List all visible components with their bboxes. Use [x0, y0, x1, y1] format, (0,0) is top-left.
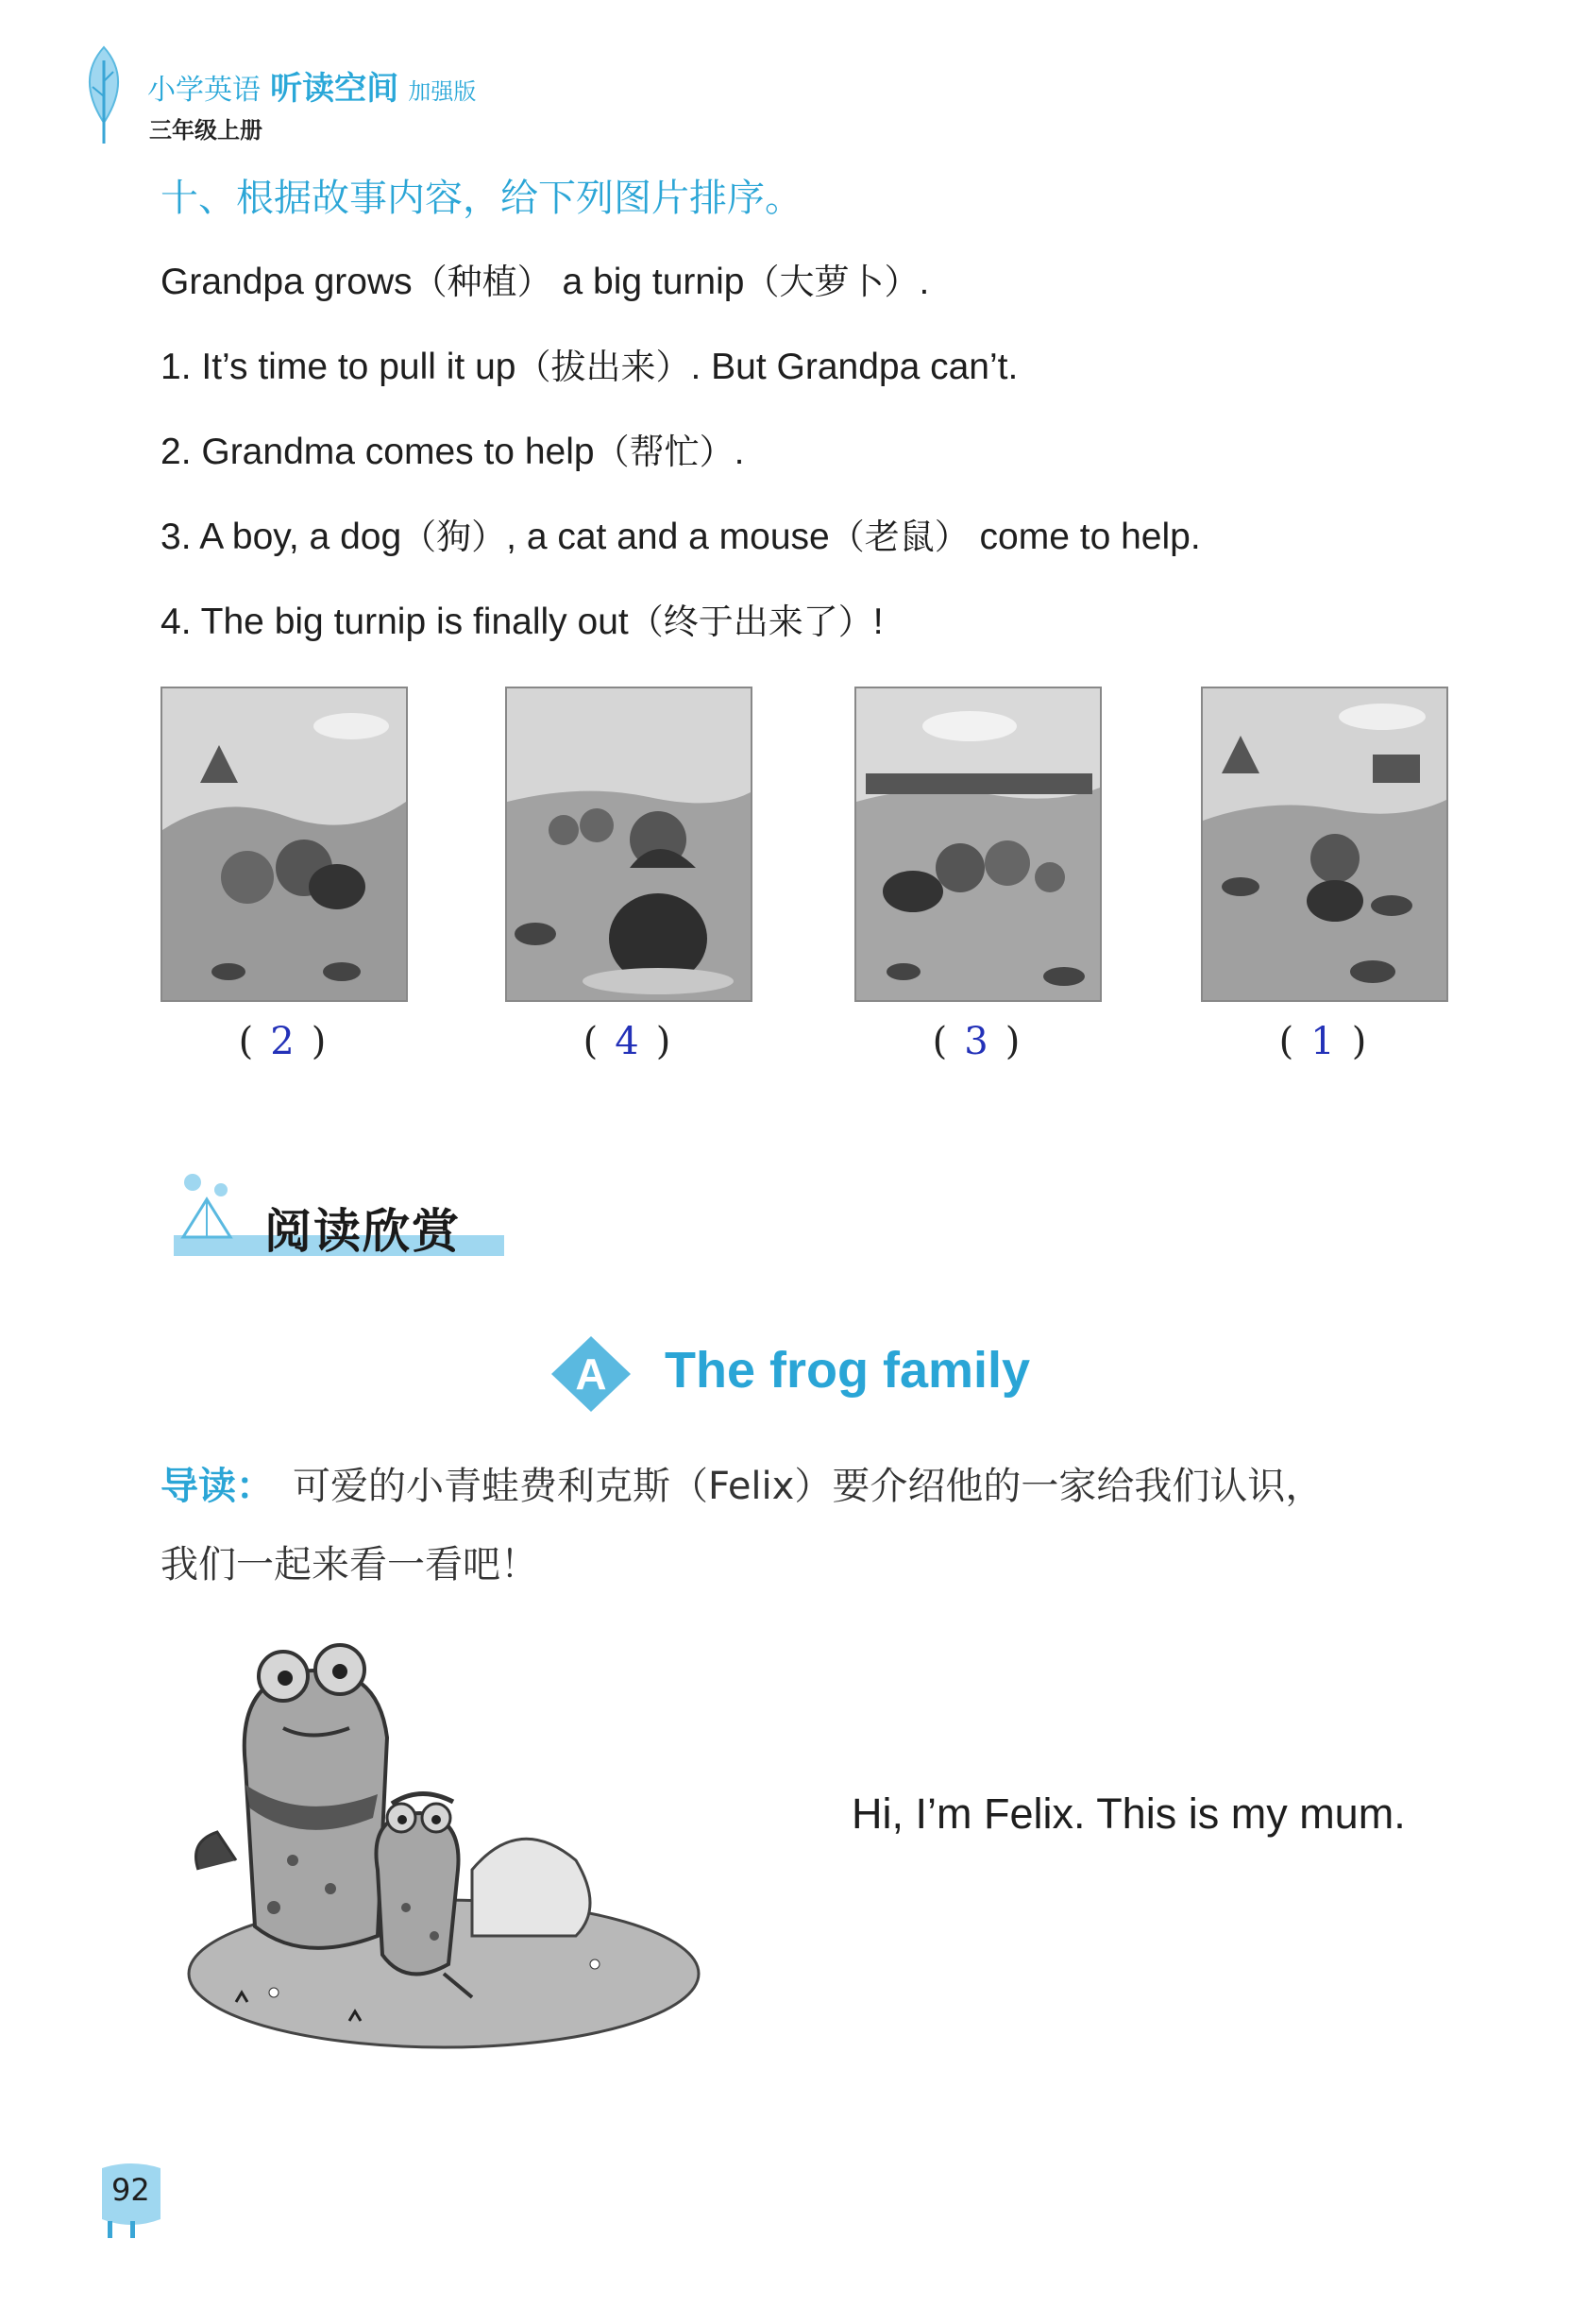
answer-value: 1 — [1310, 1020, 1335, 1063]
story-text: 1. It’s time to pull it up — [160, 347, 516, 387]
series-part-3: 加强版 — [408, 78, 477, 105]
guide-text-line-1: 可爱的小青蛙费利克斯（Felix）要介绍他的一家给我们认识， — [293, 1465, 1324, 1508]
answer-close-paren: ) — [1351, 1020, 1367, 1063]
story-title: The frog family — [665, 1342, 1031, 1399]
story-text: , a cat and a mouse — [506, 517, 830, 557]
frog-family-illustration-icon — [160, 1624, 708, 2059]
turnip-picture-2 — [505, 687, 752, 1002]
story-text: . — [919, 262, 930, 302]
turnip-picture-1 — [160, 687, 408, 1002]
answer-slot-2 — [505, 1020, 749, 1063]
answer-value: 2 — [270, 1020, 295, 1063]
grade-label: 三年级上册 — [149, 117, 262, 144]
story-text: 4. The big turnip is finally out — [160, 602, 629, 642]
story-gloss: （帮忙） — [594, 432, 735, 472]
turnip-scene-grandpa-alone-icon — [1203, 688, 1446, 1000]
story-gloss: （狗） — [401, 517, 507, 557]
story-line-2 — [160, 423, 744, 474]
guide-text-line-2: 我们一起来看一看吧！ — [160, 1543, 538, 1586]
badge-letter: A — [575, 1349, 607, 1399]
leaf-logo-icon — [81, 43, 127, 147]
answer-close-paren: ) — [655, 1020, 671, 1063]
reading-banner-title: 阅读欣赏 — [264, 1204, 461, 1259]
answer-slot-4 — [1201, 1020, 1444, 1063]
felix-introduction-text: Hi, I’m Felix. This is my mum. — [852, 1790, 1406, 1838]
answer-value: 4 — [615, 1020, 639, 1063]
story-text: a big turnip — [551, 262, 745, 302]
story-gloss: （种植） — [412, 262, 552, 302]
story-text: come to help. — [969, 517, 1201, 557]
story-text: 2. Grandma comes to help — [160, 432, 595, 472]
answer-value: 3 — [964, 1020, 988, 1063]
turnip-scene-turnip-out-icon — [507, 688, 751, 1000]
story-gloss: （大萝卜） — [744, 262, 920, 302]
series-part-1: 小学英语 — [147, 74, 261, 107]
answer-slot-3 — [854, 1020, 1098, 1063]
story-text: Grandpa grows — [160, 262, 413, 302]
story-text: 3. A boy, a dog — [160, 517, 402, 557]
answer-slot-1 — [160, 1020, 404, 1063]
story-line-1 — [160, 338, 1018, 389]
turnip-picture-4 — [1201, 687, 1448, 1002]
turnip-picture-3 — [854, 687, 1102, 1002]
story-gloss: （终于出来了） — [628, 602, 873, 642]
turnip-scene-two-pulling-icon — [162, 688, 406, 1000]
guide-label: 导读： — [160, 1465, 274, 1508]
story-gloss: （老鼠） — [829, 517, 970, 557]
story-text: ! — [872, 602, 884, 642]
answer-open-paren: ( — [932, 1020, 948, 1063]
answer-open-paren: ( — [238, 1020, 254, 1063]
turnip-scene-group-pulling-icon — [856, 688, 1100, 1000]
answer-close-paren: ) — [1005, 1020, 1021, 1063]
section-title: 十、根据故事内容，给下列图片排序。 — [160, 177, 802, 220]
letter-a-badge-icon — [546, 1334, 636, 1414]
page-number: 92 — [111, 2172, 150, 2208]
story-line-3 — [160, 508, 1201, 559]
story-line-4 — [160, 593, 884, 644]
series-title — [147, 62, 476, 109]
story-text: . — [734, 432, 745, 472]
series-part-2: 听读空间 — [270, 70, 399, 108]
answer-close-paren: ) — [311, 1020, 327, 1063]
answer-open-paren: ( — [1278, 1020, 1294, 1063]
story-text: . But Grandpa can’t. — [690, 347, 1019, 387]
story-line-intro — [160, 253, 929, 304]
answer-open-paren: ( — [583, 1020, 599, 1063]
story-gloss: （拔出来） — [515, 347, 691, 387]
